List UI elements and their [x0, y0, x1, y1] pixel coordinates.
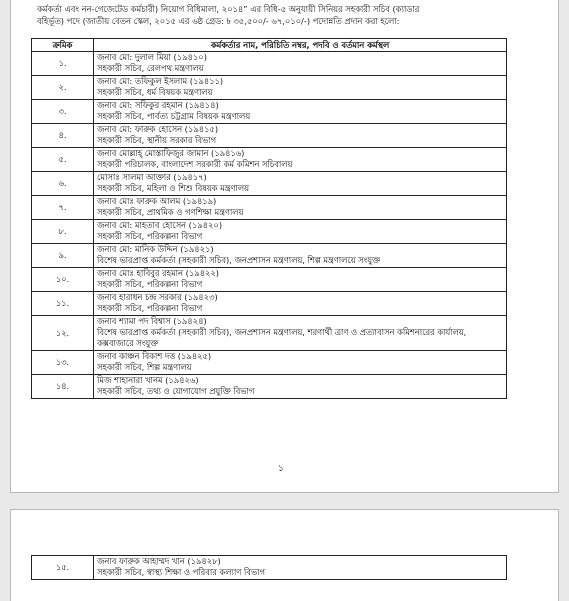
officer-name: জনাব মোঃ ফারুক আলম (১৯৪১৯): [97, 196, 217, 206]
officer-name: জনাব মো: তফিকুল ইসলাম (১৯৪১১): [97, 76, 224, 86]
details-cell: [94, 316, 507, 351]
officer-post: সহকারী সচিব, শিল্প মন্ত্রণালয়: [97, 362, 192, 372]
table-body: [32, 52, 507, 399]
officer-post: সহকারী সচিব, পার্বত্য চট্টগ্রাম বিষয়ক মন্ত্রণালয়: [97, 111, 251, 121]
officer-name: জনাব মো: সফিকুর রহমান (১৯৪১৪): [97, 100, 219, 110]
table-row: [32, 268, 507, 292]
serial-cell: ১২.: [32, 316, 94, 351]
page-number: ১: [278, 464, 284, 474]
table-row: [32, 76, 507, 100]
table-row: [32, 556, 507, 580]
officer-name: মোসাঃ সালমা আক্তার (১৯৪১৭): [97, 172, 207, 182]
table-header-row: [32, 39, 507, 52]
officer-post: সহকারী সচিব, পরিকল্পনা বিভাগ: [97, 231, 203, 241]
serial-cell: ১৫.: [32, 556, 94, 580]
table-row: [32, 351, 507, 375]
table-row: [32, 375, 507, 399]
intro-paragraph: [37, 3, 537, 27]
officer-name: জনাব মোল্লাহ্ মোস্তাফিজুর জামান (১৯৪১৬): [97, 148, 245, 158]
officer-post: সহকারী সচিব, তথ্য ও যোগাযোগ প্রযুক্তি বিভাগ: [97, 386, 255, 396]
serial-cell: ৮.: [32, 220, 94, 244]
document-page-1: [10, 0, 559, 493]
details-cell: [94, 124, 507, 148]
details-cell: [94, 220, 507, 244]
details-cell: [94, 268, 507, 292]
continuation-table: [31, 555, 507, 580]
details-header: কর্মকর্তার নাম, পরিচিতি নম্বর, পদবি ও বর্তমান কর্মস্থল: [94, 39, 507, 52]
officer-name: জনাব মো: মানিক উদ্দিন (১৯৪২১): [97, 244, 214, 254]
serial-cell: ১০.: [32, 268, 94, 292]
officer-name: জনাব মো: ফারুক হোসেন (১৯৪১৫): [97, 124, 219, 134]
officer-name: জনাব মোঃ হাবিবুর রহমান (১৯৪২২): [97, 268, 219, 278]
officer-post: কক্সবাজারে সংযুক্ত: [97, 338, 159, 348]
details-cell: [94, 52, 507, 76]
officer-name: জনাব ফারুক আহাম্মদ খান (১৯৪২৮): [97, 556, 221, 566]
officer-post: সহকারী সচিব, রেলপথ মন্ত্রণালয়: [97, 63, 204, 73]
officer-post: সহকারী সচিব, প্রাথমিক ও গণশিক্ষা মন্ত্রণালয়: [97, 207, 244, 217]
serial-cell: ৭.: [32, 196, 94, 220]
officer-post: বিশেষ ভারপ্রাপ্ত কর্মকর্তা (সহকারী সচিব), জনপ্রশাসন মন্ত্রণালয়, শরণার্থী ত্রাণ ও প্রত্যাবাসন কমিশনারের কার্যালয়,: [97, 327, 467, 337]
table-row: [32, 52, 507, 76]
details-cell: [94, 351, 507, 375]
serial-cell: ৪.: [32, 124, 94, 148]
table-row: [32, 172, 507, 196]
serial-cell: ১.: [32, 52, 94, 76]
table-row: [32, 316, 507, 351]
serial-cell: ১১.: [32, 292, 94, 316]
officer-name: মিজ শাহানারা খানম (১৯৪২৬): [97, 375, 199, 385]
details-cell: [94, 196, 507, 220]
officer-post: সহকারী পরিচালক, বাংলাদেশ সরকারী কর্ম কমিশন সচিবালয়: [97, 159, 293, 169]
officer-name: জনাব কাঞ্চন বিকাশ দত্ত (১৯৪২৫): [97, 351, 212, 361]
intro-line-2: বহির্ভূত) পদে (জাতীয় বেতন স্কেল, ২০১৫ এর ৬ষ্ঠ গ্রেড: ৳ ৩৫,৫০০/- ৬৭,০১০/-) পদোন্নতি প্রদান করা হলো:: [37, 16, 400, 26]
officer-post: সহকারী সচিব, পরিকল্পনা বিভাগ: [97, 303, 203, 313]
officer-post: সহকারী সচিব, ধর্ম বিষয়ক মন্ত্রণালয়: [97, 87, 213, 97]
officer-post: সহকারী সচিব, স্বাস্থ্য শিক্ষা ও পরিবার কল্যাণ বিভাগ: [97, 567, 265, 577]
officer-post: সহকারী সচিব, স্থানীয় সরকার বিভাগ: [97, 135, 217, 145]
serial-cell: ৯.: [32, 244, 94, 268]
details-cell: [94, 100, 507, 124]
details-cell: [94, 172, 507, 196]
table-row: [32, 196, 507, 220]
serial-cell: ৬.: [32, 172, 94, 196]
details-cell: [94, 244, 507, 268]
table-row: [32, 244, 507, 268]
serial-header: ক্রমিক: [32, 39, 94, 52]
promotion-table: [31, 38, 507, 399]
serial-cell: ৫.: [32, 148, 94, 172]
serial-cell: ১৩.: [32, 351, 94, 375]
table-row: [32, 148, 507, 172]
details-cell: [94, 76, 507, 100]
officer-post: বিশেষ ভারপ্রাপ্ত কর্মকর্তা (সহকারী সচিব), জনপ্রশাসন মন্ত্রণালয়, শিল্প মন্ত্রণালয়ে সংযুক্ত: [97, 255, 381, 265]
table-row: [32, 220, 507, 244]
serial-cell: ১৪.: [32, 375, 94, 399]
document-page-2: [10, 509, 559, 601]
serial-cell: ২.: [32, 76, 94, 100]
officer-post: সহকারী সচিব, মহিলা ও শিশু বিষয়ক মন্ত্রণালয়: [97, 183, 249, 193]
officer-name: জনাব মো: মাহতাব হোসেন (১৯৪২০): [97, 220, 223, 230]
serial-cell: ৩.: [32, 100, 94, 124]
officer-name: জনাব হারাধন চন্দ্র সরকার (১৯৪২৩): [97, 292, 218, 302]
table-row: [32, 100, 507, 124]
details-cell: [94, 148, 507, 172]
table-row: [32, 292, 507, 316]
officer-name: জনাব শ্যামা পদ বিশ্বাস (১৯৪২৪): [97, 316, 207, 326]
table-row: [32, 124, 507, 148]
details-cell: [94, 556, 507, 580]
details-cell: [94, 292, 507, 316]
officer-post: সহকারী সচিব, পরিকল্পনা বিভাগ: [97, 279, 203, 289]
officer-name: জনাব মো: দুলাল মিয়া (১৯৪১০): [97, 52, 207, 62]
intro-line-1: কর্মকর্তা এবং নন-গেজেটেড কর্মচারী) নিয়োগ বিধিমালা, ২০১৪” এর বিধি-৫ অনুযায়ী সিনিয়র সহকারী সচিব (ক্যাডার: [37, 4, 420, 14]
details-cell: [94, 375, 507, 399]
